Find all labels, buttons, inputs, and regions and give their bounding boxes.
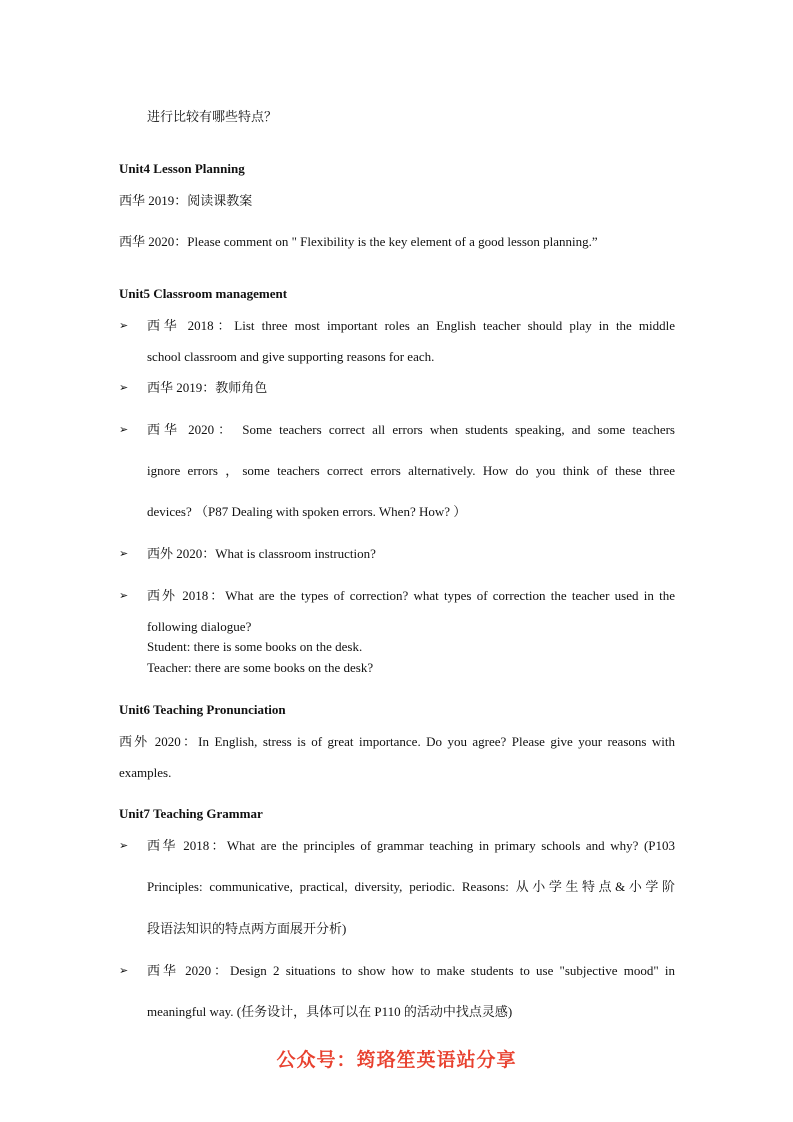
unit5-q3-line2: ignore errors ，some teachers correct errors alternatively. How do you think of these three [147, 463, 675, 478]
unit5-heading: Unit5 Classroom management [119, 286, 288, 301]
unit5-q1-line2: school classroom and give supporting reasons for each. [147, 349, 435, 364]
unit6-heading: Unit6 Teaching Pronunciation [119, 702, 286, 717]
bullet-arrow-icon: ➢ [119, 423, 129, 436]
unit5-q2: 西华 2019：教师角色 [147, 380, 268, 395]
unit7-q2-line1: 西华 2020：Design 2 situations to show how to make students to use "subjective mood" in [147, 963, 675, 978]
unit5-q3-line3: devices? （P87 Dealing with spoken errors. When? How? ） [147, 504, 467, 519]
unit5-q3-line1: 西华 2020： Some teachers correct all errors when students speaking, and some teachers [147, 422, 675, 437]
bullet-arrow-icon: ➢ [119, 839, 129, 852]
unit4-heading: Unit4 Lesson Planning [119, 161, 245, 176]
unit7-q2-line2: meaningful way. (任务设计，具体可以在 P110 的活动中找点灵感) [147, 1004, 513, 1019]
unit5-q5-line1: 西外 2018：What are the types of correction? what types of correction the teacher used in the [147, 588, 675, 603]
bullet-arrow-icon: ➢ [119, 319, 129, 332]
unit5-q4: 西外 2020：What is classroom instruction? [147, 546, 376, 561]
wechat-account-footer: 公众号：筠珞笙英语站分享 [276, 1049, 517, 1071]
unit7-q1-line2: Principles: communicative, practical, diversity, periodic. Reasons: 从小学生特点&小学阶 [147, 879, 675, 894]
unit6-q1-line1: 西外 2020：In English, stress is of great importance. Do you agree? Please give your reasons with [119, 734, 675, 749]
unit5-q5-teacher: Teacher: there are some books on the desk? [147, 660, 374, 675]
unit7-q1-line3: 段语法知识的特点两方面展开分析) [147, 921, 347, 936]
unit4-item-2: 西华 2020：Please comment on " Flexibility is the key element of a good lesson planning.” [119, 234, 598, 249]
bullet-arrow-icon: ➢ [119, 547, 129, 560]
unit5-q5-student: Student: there is some books on the desk. [147, 639, 363, 654]
unit5-q1-line1: 西华 2018：List three most important roles an English teacher should play in the middle [147, 318, 675, 333]
continuation-text: 进行比较有哪些特点？ [147, 109, 278, 124]
unit5-q5-line2: following dialogue? [147, 619, 252, 634]
bullet-arrow-icon: ➢ [119, 964, 129, 977]
bullet-arrow-icon: ➢ [119, 589, 129, 602]
bullet-arrow-icon: ➢ [119, 381, 129, 394]
unit7-q1-line1: 西华 2018：What are the principles of grammar teaching in primary schools and why? (P103 [147, 838, 675, 853]
unit6-q1-line2: examples. [119, 765, 172, 780]
unit7-heading: Unit7 Teaching Grammar [119, 806, 263, 821]
unit4-item-1: 西华 2019：阅读课教案 [119, 193, 253, 208]
